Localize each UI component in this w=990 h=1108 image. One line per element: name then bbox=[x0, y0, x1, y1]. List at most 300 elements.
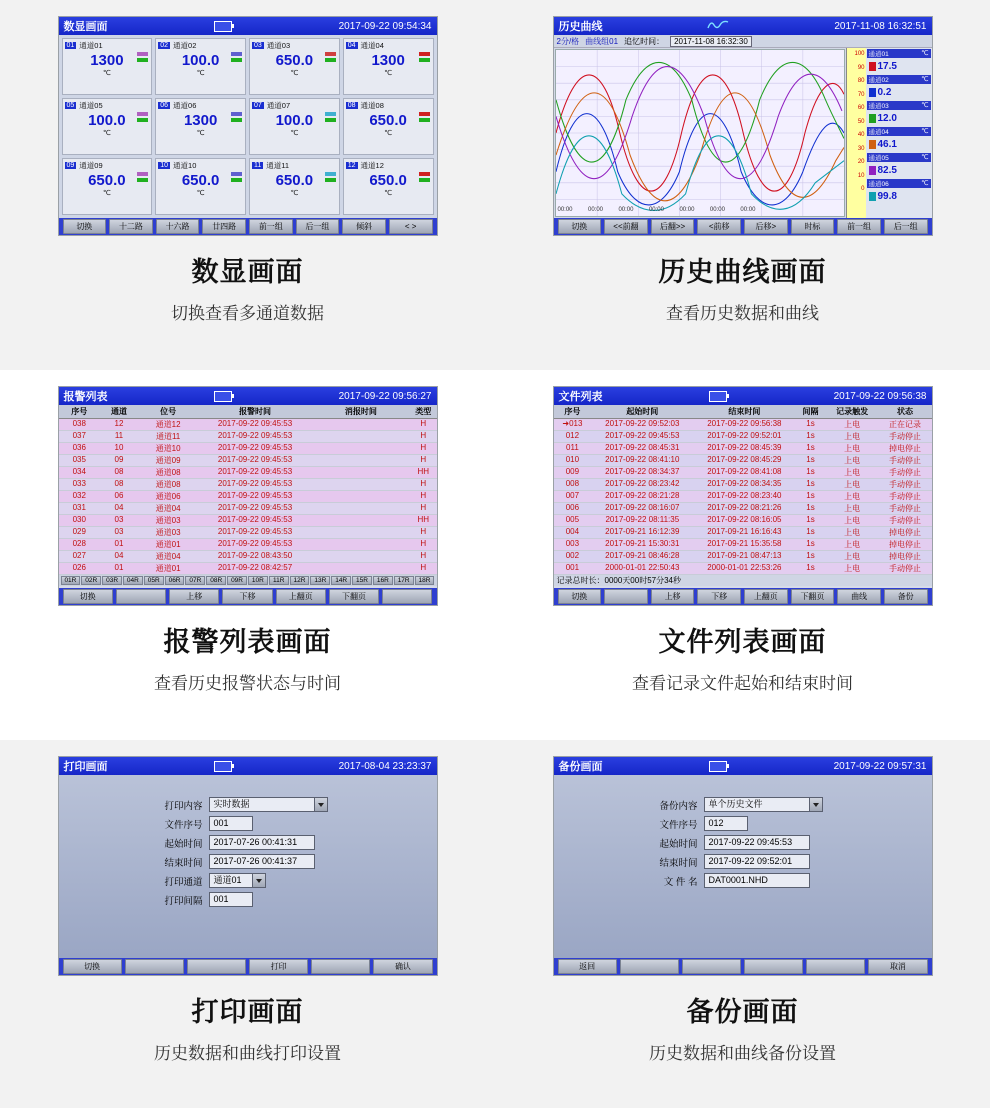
status-bar bbox=[137, 178, 148, 182]
screen-title: 备份画面 bbox=[558, 761, 603, 773]
timestamp: 2017-09-22 09:54:34 bbox=[338, 20, 432, 32]
table-row[interactable] bbox=[59, 515, 437, 527]
toolbar-button[interactable]: 备份 bbox=[884, 589, 928, 604]
toolbar-button[interactable]: 前一组 bbox=[837, 219, 881, 234]
form-row bbox=[145, 816, 437, 831]
field-control[interactable] bbox=[704, 854, 810, 869]
table-cell bbox=[312, 491, 410, 502]
table-cell: 003 bbox=[565, 539, 580, 548]
curve-subbar bbox=[554, 35, 932, 48]
table-row[interactable] bbox=[554, 551, 932, 563]
toolbar-button[interactable]: 上移 bbox=[651, 589, 695, 604]
channel-cell[interactable] bbox=[343, 98, 434, 155]
toolbar-button[interactable] bbox=[806, 959, 865, 974]
legend-unit: ℃ bbox=[921, 102, 929, 109]
channel-head bbox=[346, 40, 431, 51]
table-cell: 2000-01-01 22:50:43 bbox=[605, 563, 680, 572]
legend-color-chip bbox=[869, 140, 876, 149]
table-cell: H bbox=[420, 443, 427, 452]
table-cell: 通道08 bbox=[155, 480, 181, 489]
column-header: 记录触发 bbox=[836, 407, 869, 416]
toolbar-button[interactable] bbox=[620, 959, 679, 974]
table-row[interactable] bbox=[554, 431, 932, 443]
x-axis-labels bbox=[556, 207, 758, 216]
channel-status-chip[interactable]: 12R bbox=[290, 576, 310, 585]
channel-status-chip[interactable]: 18R bbox=[415, 576, 435, 585]
table-cell: 手动停止 bbox=[888, 468, 921, 477]
channel-value: 1300 bbox=[371, 52, 405, 69]
chevron-down-icon[interactable] bbox=[810, 797, 823, 812]
timestamp: 2017-09-22 09:57:31 bbox=[833, 760, 927, 772]
device-screen-backup bbox=[553, 756, 933, 976]
chevron-down-icon[interactable] bbox=[315, 797, 328, 812]
status-bar bbox=[231, 58, 242, 62]
toolbar-button[interactable]: 切换 bbox=[558, 219, 602, 234]
toolbar-button[interactable]: 确认 bbox=[373, 959, 432, 974]
table-cell: 032 bbox=[72, 491, 86, 500]
table-cell: 通道06 bbox=[155, 492, 181, 501]
channel-status-chip[interactable]: 10R bbox=[248, 576, 268, 585]
channel-indicators bbox=[137, 172, 148, 182]
toolbar-button[interactable]: 切换 bbox=[558, 589, 602, 604]
field-value[interactable]: 单个历史文件 bbox=[704, 797, 810, 812]
table-cell: 2017-09-22 09:45:53 bbox=[217, 503, 293, 512]
field-control[interactable] bbox=[209, 816, 253, 831]
table-row[interactable] bbox=[554, 515, 932, 527]
table-row[interactable] bbox=[59, 479, 437, 491]
field-control[interactable] bbox=[704, 835, 810, 850]
table-cell bbox=[312, 467, 410, 478]
channel-cell[interactable] bbox=[155, 98, 246, 155]
toolbar-button[interactable] bbox=[744, 959, 803, 974]
table-row[interactable] bbox=[554, 455, 932, 467]
channel-cell[interactable] bbox=[249, 38, 340, 95]
alarm-bar bbox=[419, 52, 430, 56]
table-cell: 通道03 bbox=[155, 528, 181, 537]
toolbar-button[interactable]: 上移 bbox=[169, 589, 219, 604]
curve-area bbox=[554, 35, 932, 218]
table-row[interactable] bbox=[59, 491, 437, 503]
channel-number: 02 bbox=[160, 42, 169, 49]
channel-name: 通道01 bbox=[79, 41, 103, 50]
channel-head bbox=[158, 100, 243, 111]
table-cell: 028 bbox=[72, 539, 86, 548]
toolbar-button[interactable]: < > bbox=[389, 219, 433, 234]
toolbar-button[interactable]: 后翻>> bbox=[651, 219, 695, 234]
legend-value: 0.2 bbox=[877, 87, 892, 98]
table-body bbox=[554, 419, 932, 575]
column-header: 消报时间 bbox=[344, 407, 377, 416]
table-cell: 10 bbox=[114, 443, 124, 452]
legend-row bbox=[867, 101, 931, 110]
channel-head bbox=[65, 160, 150, 171]
channel-status-chip[interactable]: 08R bbox=[206, 576, 226, 585]
timestamp: 2017-09-22 09:56:27 bbox=[338, 390, 432, 402]
toolbar-button[interactable] bbox=[187, 959, 246, 974]
table-row[interactable] bbox=[59, 419, 437, 431]
table-row[interactable] bbox=[59, 563, 437, 575]
channel-area bbox=[59, 35, 437, 218]
legend-color-chip bbox=[869, 192, 876, 201]
channel-name: 通道06 bbox=[173, 101, 197, 110]
toolbar-button[interactable]: 上翻页 bbox=[276, 589, 326, 604]
caption-subtitle: 历史数据和曲线打印设置 bbox=[154, 1044, 341, 1063]
channel-head bbox=[252, 40, 337, 51]
table-cell bbox=[312, 455, 410, 466]
channel-status-chip[interactable]: 11R bbox=[269, 576, 289, 585]
legend-value-row bbox=[867, 162, 931, 179]
field-value[interactable]: 2017-07-26 00:41:37 bbox=[209, 854, 315, 869]
table-cell: 2017-09-22 09:45:53 bbox=[217, 431, 293, 440]
field-control[interactable] bbox=[704, 816, 748, 831]
x-tick: 00:00 bbox=[709, 207, 725, 213]
toolbar-button[interactable]: 时标 bbox=[791, 219, 835, 234]
legend-unit: ℃ bbox=[921, 128, 929, 135]
channel-cell[interactable] bbox=[155, 158, 246, 215]
channel-status-chip[interactable]: 16R bbox=[373, 576, 393, 585]
legend-name: 通道04 bbox=[868, 129, 889, 136]
table-cell: 2017-09-21 16:12:39 bbox=[605, 527, 680, 536]
toolbar-button[interactable] bbox=[382, 589, 432, 604]
table-cell: 031 bbox=[72, 503, 86, 512]
toolbar-button[interactable]: 十六路 bbox=[156, 219, 200, 234]
table-row[interactable] bbox=[59, 455, 437, 467]
form-row bbox=[640, 797, 932, 812]
battery-icon bbox=[709, 761, 727, 772]
channel-status-chip[interactable]: 15R bbox=[352, 576, 372, 585]
legend-unit: ℃ bbox=[921, 76, 929, 83]
toolbar-button[interactable]: <<前翻 bbox=[604, 219, 648, 234]
status-bar bbox=[325, 58, 336, 62]
channel-cell[interactable] bbox=[343, 38, 434, 95]
column-header: 通道 bbox=[110, 407, 127, 416]
channel-status-chip[interactable]: 03R bbox=[102, 576, 122, 585]
table-cell: 手动停止 bbox=[888, 492, 921, 501]
field-control[interactable] bbox=[209, 797, 328, 812]
channel-number: 11 bbox=[254, 162, 262, 169]
channel-status-chip[interactable]: 09R bbox=[227, 576, 247, 585]
channel-unit: ℃ bbox=[196, 70, 205, 77]
channel-cell[interactable] bbox=[62, 38, 153, 95]
channel-status-chip[interactable]: 04R bbox=[123, 576, 143, 585]
toolbar-button[interactable]: <前移 bbox=[697, 219, 741, 234]
field-value[interactable]: 实时数据 bbox=[209, 797, 315, 812]
table-cell: 通道08 bbox=[155, 468, 181, 477]
legend-name: 通道02 bbox=[868, 77, 889, 84]
field-value[interactable]: 2017-07-26 00:41:31 bbox=[209, 835, 315, 850]
channel-number: 10 bbox=[160, 162, 169, 169]
table-cell bbox=[312, 503, 410, 514]
screen-title: 数显画面 bbox=[63, 21, 108, 33]
table-cell: 2017-09-22 08:41:08 bbox=[707, 467, 782, 476]
alarm-bar bbox=[419, 172, 430, 176]
column-header: 序号 bbox=[71, 407, 88, 416]
toolbar-button[interactable]: 前一组 bbox=[249, 219, 293, 234]
channel-grid bbox=[62, 38, 434, 215]
channel-unit: ℃ bbox=[384, 130, 393, 137]
table-cell bbox=[312, 515, 410, 526]
table-cell: 035 bbox=[72, 455, 86, 464]
channel-indicators bbox=[231, 172, 242, 182]
table-cell: 2017-09-21 08:46:28 bbox=[605, 551, 680, 560]
table-row[interactable] bbox=[554, 479, 932, 491]
table-cell: 上电 bbox=[844, 492, 861, 501]
field-value[interactable]: 2017-09-22 09:52:01 bbox=[704, 854, 810, 869]
field-label: 起始时间 bbox=[164, 838, 203, 850]
field-value[interactable]: DAT0001.NHD bbox=[704, 873, 810, 888]
field-control[interactable] bbox=[209, 835, 315, 850]
field-value[interactable]: 001 bbox=[209, 892, 253, 907]
toolbar-button[interactable]: 切换 bbox=[63, 589, 113, 604]
legend-value: 99.8 bbox=[877, 191, 897, 202]
table-row[interactable] bbox=[554, 419, 932, 431]
channel-value: 1300 bbox=[183, 112, 218, 129]
device-screen-digital bbox=[58, 16, 438, 236]
record-total: 记录总时长：0000天00时57分34秒 bbox=[554, 575, 932, 586]
legend-row bbox=[867, 49, 931, 58]
table-cell: 010 bbox=[565, 455, 580, 464]
toolbar-button[interactable]: 下移 bbox=[697, 589, 741, 604]
table-cell: 上电 bbox=[844, 564, 861, 573]
table-cell: 2017-09-22 09:45:53 bbox=[217, 527, 293, 536]
table-cell: 2017-09-22 08:45:31 bbox=[605, 443, 680, 452]
toolbar-button[interactable]: 下翻页 bbox=[329, 589, 379, 604]
table-cell: 2017-09-22 08:34:37 bbox=[605, 467, 680, 476]
channel-status-chip[interactable]: 01R bbox=[61, 576, 81, 585]
y-tick: 80 bbox=[857, 78, 865, 84]
table-cell: 上电 bbox=[844, 504, 861, 513]
channel-cell[interactable] bbox=[155, 38, 246, 95]
form-row bbox=[145, 873, 437, 888]
field-control[interactable] bbox=[209, 873, 266, 888]
toolbar-button[interactable]: 下移 bbox=[222, 589, 272, 604]
table-row[interactable] bbox=[554, 443, 932, 455]
channel-value: 100.0 bbox=[88, 112, 126, 129]
file-table bbox=[554, 405, 932, 588]
toolbar-button[interactable] bbox=[682, 959, 741, 974]
curve-group[interactable]: 曲线组01 bbox=[585, 36, 619, 46]
channel-cell[interactable] bbox=[62, 158, 153, 215]
channel-number: 12 bbox=[347, 162, 356, 169]
column-header: 位号 bbox=[160, 407, 177, 416]
field-label: 文件序号 bbox=[164, 819, 203, 831]
table-cell: 2017-09-21 08:47:13 bbox=[707, 551, 782, 560]
channel-cell[interactable] bbox=[343, 158, 434, 215]
table-cell: 手动停止 bbox=[888, 432, 921, 441]
toolbar-button[interactable] bbox=[125, 959, 184, 974]
titlebar bbox=[59, 757, 437, 775]
table-cell: 04 bbox=[114, 551, 124, 560]
legend-value: 12.0 bbox=[877, 113, 897, 124]
table-cell: 2017-09-22 08:21:28 bbox=[605, 491, 680, 500]
toolbar-button[interactable]: 后一组 bbox=[296, 219, 340, 234]
screen-title: 报警列表 bbox=[63, 391, 108, 403]
table-cell: 2017-09-22 08:43:50 bbox=[217, 551, 293, 560]
channel-head bbox=[158, 40, 243, 51]
recall-time-field[interactable]: 2017-11-08 16:32:30 bbox=[670, 36, 752, 47]
channel-indicators bbox=[419, 112, 430, 122]
channel-cell[interactable] bbox=[62, 98, 153, 155]
table-cell: 2017-09-21 15:30:31 bbox=[605, 539, 680, 548]
chevron-down-icon[interactable] bbox=[253, 873, 266, 888]
channel-cell[interactable] bbox=[249, 98, 340, 155]
channel-status-chip[interactable]: 05R bbox=[144, 576, 164, 585]
y-tick: 100 bbox=[854, 51, 865, 57]
titlebar bbox=[554, 17, 932, 35]
field-label: 打印间隔 bbox=[164, 895, 203, 907]
channel-number: 09 bbox=[66, 162, 75, 169]
table-row[interactable] bbox=[554, 527, 932, 539]
table-row[interactable] bbox=[554, 491, 932, 503]
channel-status-chip[interactable]: 06R bbox=[165, 576, 185, 585]
channel-number: 03 bbox=[254, 42, 262, 49]
field-value[interactable]: 2017-09-22 09:45:53 bbox=[704, 835, 810, 850]
caption bbox=[171, 250, 324, 324]
toolbar-button[interactable]: 十二路 bbox=[109, 219, 153, 234]
toolbar-button[interactable] bbox=[604, 589, 648, 604]
table-cell: 2017-09-22 09:52:01 bbox=[707, 431, 782, 440]
x-tick: 00:00 bbox=[740, 207, 756, 213]
toolbar-button[interactable]: 后移> bbox=[744, 219, 788, 234]
screen-title: 文件列表 bbox=[558, 391, 603, 403]
table-cell: 手动停止 bbox=[888, 564, 921, 573]
toolbar-button[interactable]: 返回 bbox=[558, 959, 617, 974]
toolbar-button[interactable]: 打印 bbox=[249, 959, 308, 974]
channel-name: 通道09 bbox=[79, 161, 103, 170]
table-row[interactable] bbox=[59, 539, 437, 551]
status-bar bbox=[419, 118, 430, 122]
field-control[interactable] bbox=[704, 873, 810, 888]
toolbar-button[interactable]: 后一组 bbox=[884, 219, 928, 234]
channel-status-chip[interactable]: 17R bbox=[394, 576, 414, 585]
table-row[interactable] bbox=[554, 539, 932, 551]
channel-number: 04 bbox=[347, 42, 356, 49]
y-tick: 70 bbox=[857, 91, 865, 98]
caption-title: 文件列表画面 bbox=[658, 627, 827, 657]
caption bbox=[154, 620, 341, 694]
table-row[interactable] bbox=[554, 467, 932, 479]
caption-title: 备份画面 bbox=[686, 997, 799, 1027]
channel-status-chip[interactable]: 07R bbox=[185, 576, 205, 585]
x-tick: 00:00 bbox=[618, 207, 634, 213]
table-cell: 上电 bbox=[844, 540, 861, 549]
channel-head bbox=[65, 100, 150, 111]
table-row[interactable] bbox=[554, 503, 932, 515]
channel-status-chip[interactable]: 13R bbox=[310, 576, 330, 585]
table-cell: 掉电停止 bbox=[888, 552, 921, 561]
caption-title: 历史曲线画面 bbox=[658, 257, 827, 287]
table-cell: HH bbox=[417, 467, 429, 476]
curve-svg bbox=[556, 50, 844, 216]
channel-cell[interactable] bbox=[249, 158, 340, 215]
table-cell: 1s bbox=[806, 563, 815, 572]
toolbar-button[interactable]: 取消 bbox=[868, 959, 927, 974]
panel-digital-display bbox=[0, 0, 495, 370]
legend-color-chip bbox=[869, 166, 876, 175]
channel-unit: ℃ bbox=[384, 70, 393, 77]
field-value[interactable]: 001 bbox=[209, 816, 253, 831]
status-bar bbox=[325, 178, 336, 182]
form-row bbox=[640, 854, 932, 869]
channel-name: 通道04 bbox=[360, 41, 384, 50]
channel-number: 05 bbox=[66, 102, 75, 109]
caption-subtitle: 查看历史数据和曲线 bbox=[666, 304, 819, 323]
table-cell: 08 bbox=[114, 467, 124, 476]
field-value[interactable]: 通道01 bbox=[209, 873, 253, 888]
channel-unit: ℃ bbox=[290, 190, 299, 197]
table-row[interactable] bbox=[59, 467, 437, 479]
field-control[interactable] bbox=[704, 797, 823, 812]
table-cell: 2017-09-22 08:41:10 bbox=[605, 455, 680, 464]
channel-value: 650.0 bbox=[275, 172, 314, 189]
status-bar bbox=[419, 58, 430, 62]
table-cell: 1s bbox=[806, 539, 815, 548]
toolbar-button[interactable]: 倾斜 bbox=[342, 219, 386, 234]
device-screen-alarm bbox=[58, 386, 438, 606]
channel-value: 650.0 bbox=[181, 172, 220, 189]
alarm-bar bbox=[137, 172, 148, 176]
table-row[interactable] bbox=[59, 527, 437, 539]
y-tick: 0 bbox=[861, 186, 865, 192]
channel-status-chip[interactable]: 02R bbox=[81, 576, 101, 585]
toolbar-button[interactable]: 曲线 bbox=[837, 589, 881, 604]
table-row[interactable] bbox=[554, 563, 932, 575]
field-value[interactable]: 012 bbox=[704, 816, 748, 831]
table-row[interactable] bbox=[59, 551, 437, 563]
toolbar-button[interactable]: 切换 bbox=[63, 219, 107, 234]
field-label: 打印内容 bbox=[164, 800, 203, 812]
toolbar-button[interactable]: 上翻页 bbox=[744, 589, 788, 604]
caption bbox=[649, 990, 836, 1064]
channel-indicators bbox=[419, 172, 430, 182]
column-header: 起始时间 bbox=[626, 407, 659, 416]
table-cell: 通道01 bbox=[155, 564, 181, 573]
table-cell: 掉电停止 bbox=[888, 528, 921, 537]
channel-indicators bbox=[325, 52, 336, 62]
y-tick: 90 bbox=[857, 64, 865, 71]
curve-legend bbox=[866, 48, 932, 218]
table-cell: H bbox=[420, 539, 427, 548]
legend-value: 17.5 bbox=[877, 61, 897, 72]
toolbar-button[interactable]: 廿四路 bbox=[202, 219, 246, 234]
table-cell: 2017-09-22 09:45:53 bbox=[217, 455, 293, 464]
recall-label: 追忆时间： bbox=[624, 36, 665, 46]
table-cell bbox=[312, 527, 410, 538]
table-row[interactable] bbox=[59, 443, 437, 455]
field-control[interactable] bbox=[209, 854, 315, 869]
table-row[interactable] bbox=[59, 503, 437, 515]
form-row bbox=[145, 835, 437, 850]
table-cell: 通道10 bbox=[155, 444, 181, 453]
toolbar-button[interactable] bbox=[116, 589, 166, 604]
toolbar-button[interactable]: 下翻页 bbox=[791, 589, 835, 604]
table-cell bbox=[312, 431, 410, 442]
table-cell: H bbox=[420, 527, 427, 536]
titlebar bbox=[59, 387, 437, 405]
field-control[interactable] bbox=[209, 892, 253, 907]
table-header bbox=[59, 405, 437, 419]
toolbar-button[interactable] bbox=[311, 959, 370, 974]
table-cell: 2017-09-22 08:16:05 bbox=[707, 515, 782, 524]
toolbar-button[interactable]: 切换 bbox=[63, 959, 122, 974]
table-cell: 手动停止 bbox=[888, 456, 921, 465]
table-row[interactable] bbox=[59, 431, 437, 443]
table-cell: 1s bbox=[806, 467, 815, 476]
channel-status-chip[interactable]: 14R bbox=[331, 576, 351, 585]
table-cell: H bbox=[420, 455, 427, 464]
legend-name: 通道06 bbox=[868, 181, 889, 188]
table-cell: 手动停止 bbox=[888, 516, 921, 525]
